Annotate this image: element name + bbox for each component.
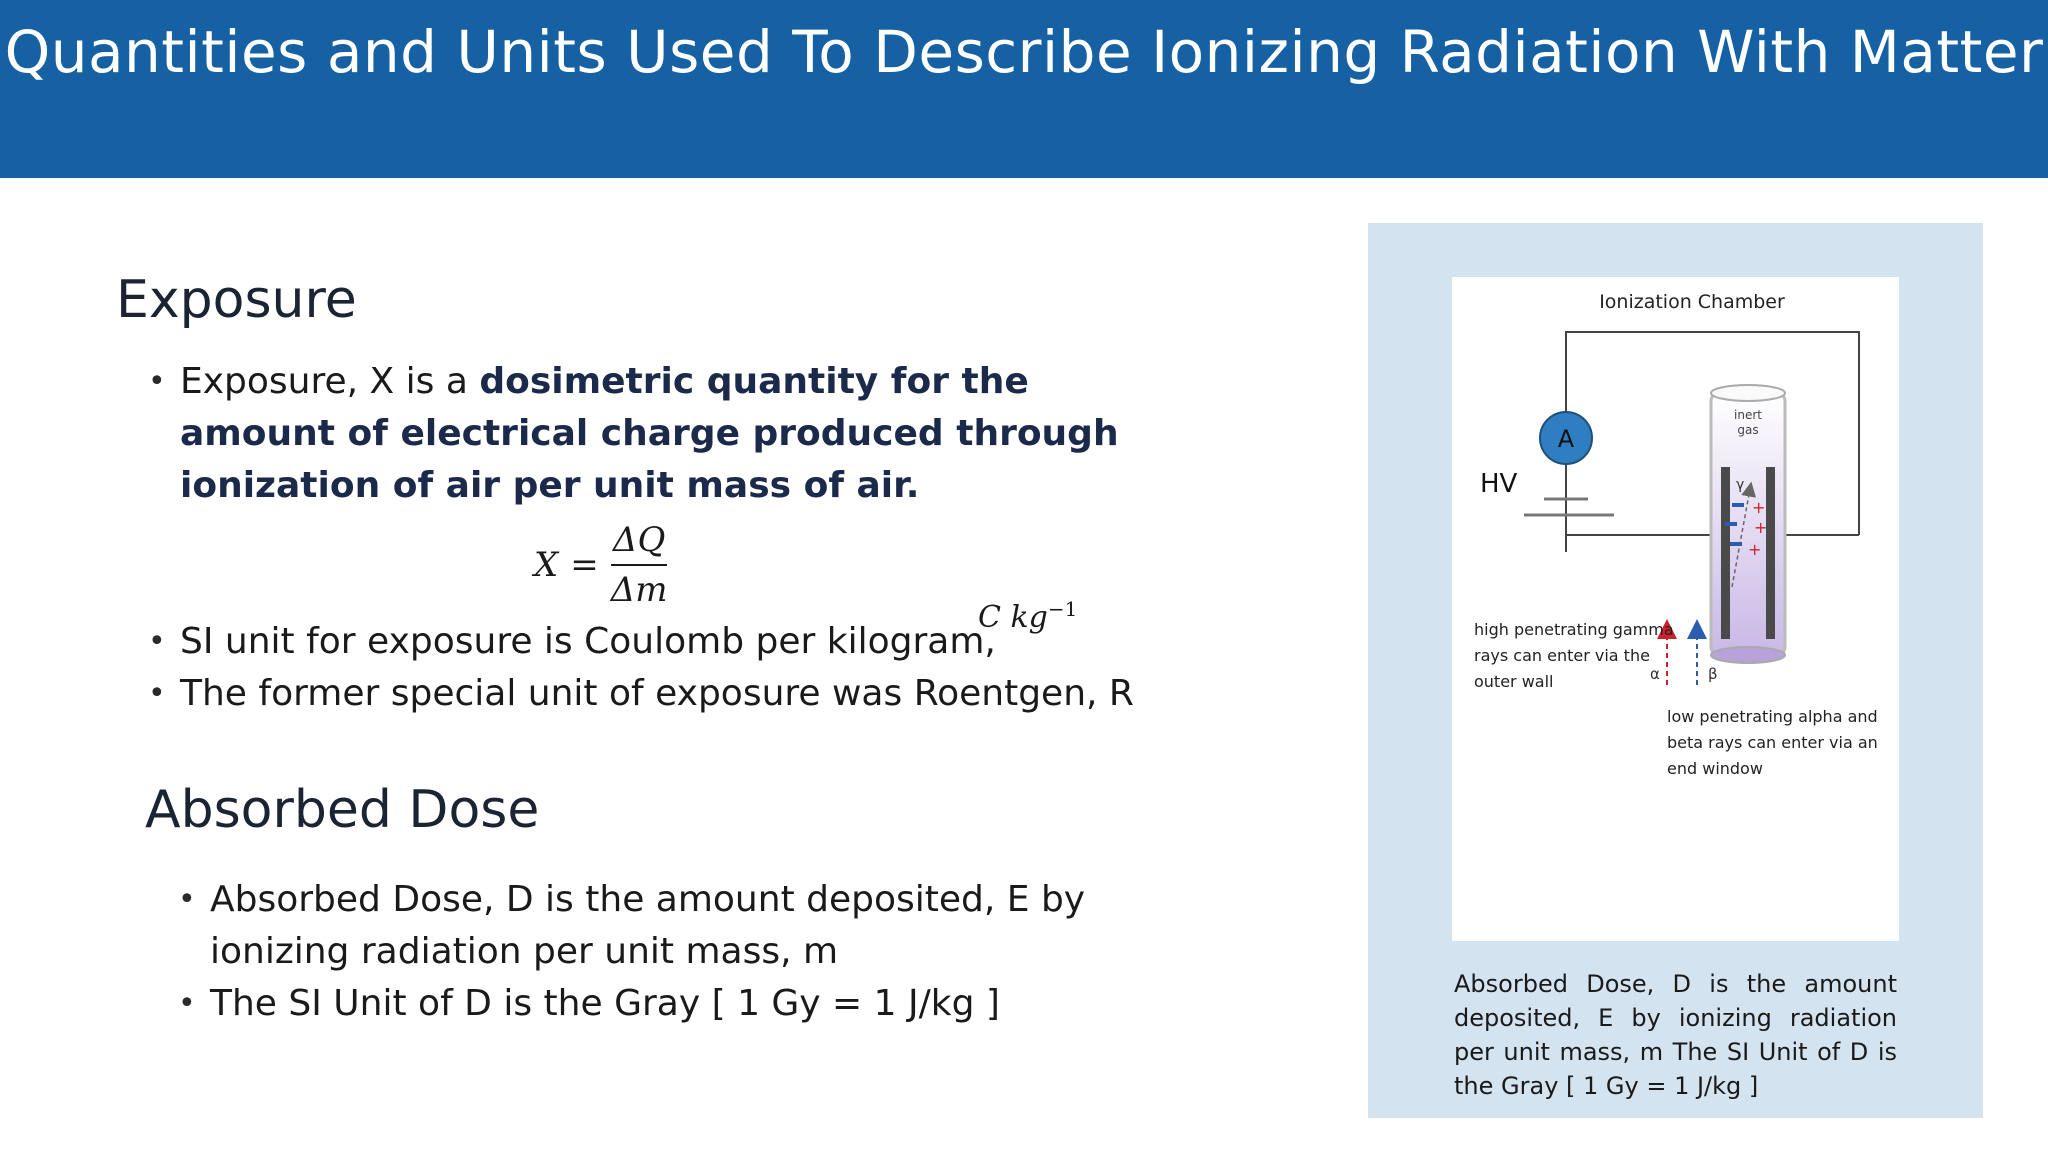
electrode-left xyxy=(1721,467,1730,639)
gamma-note-line-1: high penetrating gamma xyxy=(1474,620,1674,639)
formula-denominator: Δm xyxy=(610,570,668,610)
inert-label-2: gas xyxy=(1737,423,1759,437)
figure-title: Ionization Chamber xyxy=(1599,291,1785,313)
title-bar xyxy=(0,0,2048,178)
alpha-note-line-2: beta rays can enter via an xyxy=(1667,733,1878,752)
exposure-former-unit: • The former special unit of exposure was Roentgen, R xyxy=(148,668,1148,720)
chamber-end-window xyxy=(1711,647,1785,663)
exposure-si-unit: • SI unit for exposure is Coulomb per kilogram, xyxy=(148,616,1148,668)
exposure-bullets xyxy=(148,356,1168,512)
alpha-note-line-3: end window xyxy=(1667,759,1763,778)
formula-numerator: ΔQ xyxy=(611,520,667,566)
ion-positive-3: + xyxy=(1748,540,1762,559)
alpha-symbol: α xyxy=(1650,665,1660,683)
exposure-unit-symbol: C $kg^{-1}$ xyxy=(978,597,1078,635)
ion-negative-1 xyxy=(1732,503,1744,507)
ion-negative-2 xyxy=(1725,522,1737,526)
figure-caption: Absorbed Dose, D is the amount deposited, E by ionizing radiation per unit mass, m The SI Unit of D is the Gray [ 1 Gy = 1 J/kg ] xyxy=(1454,970,1897,1100)
absorbed-dose-heading: Absorbed Dose xyxy=(145,780,540,840)
gamma-symbol: γ xyxy=(1736,477,1745,493)
figure-panel xyxy=(1368,223,1983,1118)
ionization-chamber-diagram xyxy=(1452,277,1899,941)
formula-lhs: X xyxy=(534,545,559,585)
beta-symbol: β xyxy=(1708,665,1718,683)
exposure-heading: Exposure xyxy=(116,270,357,330)
formula-fraction xyxy=(611,520,668,610)
slide-title: Quantities and Units Used To Describe Ionizing Radiation With Matter xyxy=(4,18,2044,86)
exposure-definition: • Exposure, X is a dosimetric quantity for the amount of electrical charge produced through ionization of air per unit mass of air. xyxy=(148,356,1168,512)
electrode-right xyxy=(1766,467,1775,639)
gamma-note-line-2: rays can enter via the xyxy=(1474,646,1650,665)
gamma-note-line-3: outer wall xyxy=(1474,672,1554,691)
ammeter-label: A xyxy=(1557,425,1575,453)
inert-label-1: inert xyxy=(1734,408,1762,422)
hv-label: HV xyxy=(1480,469,1518,499)
ion-negative-3 xyxy=(1730,542,1742,546)
chamber-tube-top xyxy=(1711,385,1785,401)
absorbed-dose-definition: • Absorbed Dose, D is the amount deposited, E by ionizing radiation per unit mass, m xyxy=(178,874,1178,978)
absorbed-dose-bullets xyxy=(178,874,1178,1030)
exposure-formula xyxy=(534,520,668,610)
alpha-note-line-1: low penetrating alpha and xyxy=(1667,707,1878,726)
formula-equals: = xyxy=(570,545,599,585)
ion-positive-2: + xyxy=(1754,518,1768,537)
ion-positive-1: + xyxy=(1752,498,1766,517)
ionization-chamber-figure xyxy=(1452,277,1899,941)
absorbed-dose-si-unit: • The SI Unit of D is the Gray [ 1 Gy = 1 J/kg ] xyxy=(178,978,1178,1030)
